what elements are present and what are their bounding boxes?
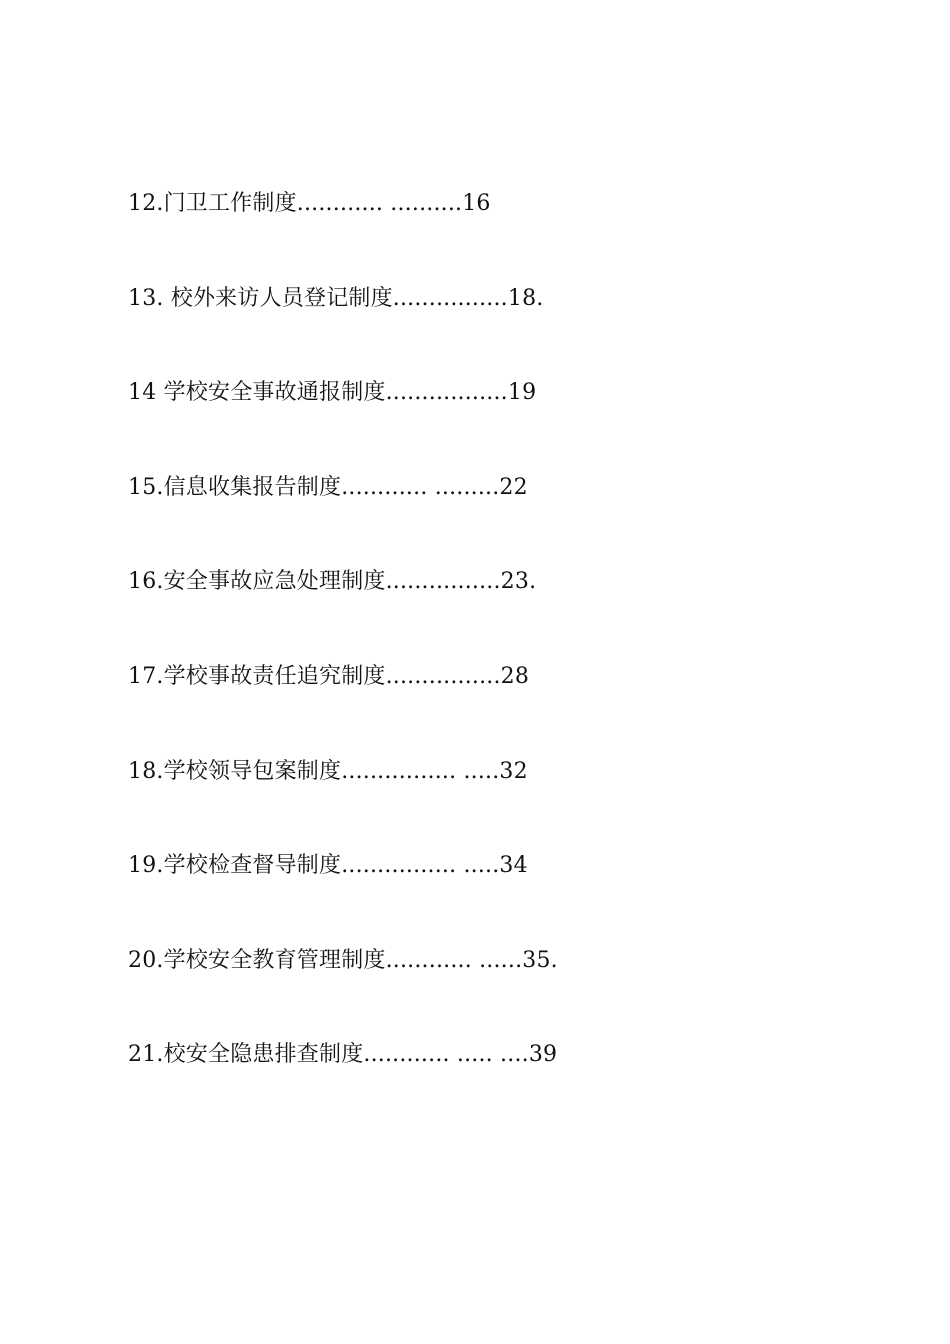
- toc-entry-13: 13. 校外来访人员登记制度................18.: [128, 285, 544, 311]
- table-of-contents: [128, 188, 558, 1134]
- toc-entry-20: 20.学校安全教育管理制度............ ......35.: [128, 947, 558, 973]
- toc-entry-17: 17.学校事故责任追究制度................28: [128, 663, 530, 689]
- toc-entry-19: 19.学校检查督导制度................ .....34: [128, 853, 528, 879]
- toc-entry-14: 14 学校安全事故通报制度.................19: [128, 380, 537, 406]
- toc-entry-16: 16.安全事故应急处理制度................23.: [128, 569, 537, 595]
- toc-entry-21: 21.校安全隐患排查制度............ ..... ....39: [128, 1042, 558, 1068]
- toc-entry-12: 12.门卫工作制度............ ..........16: [128, 191, 491, 216]
- toc-entry-15: 15.信息收集报告制度............ .........22: [128, 474, 528, 500]
- toc-entry-18: 18.学校领导包案制度................ .....32: [128, 758, 528, 784]
